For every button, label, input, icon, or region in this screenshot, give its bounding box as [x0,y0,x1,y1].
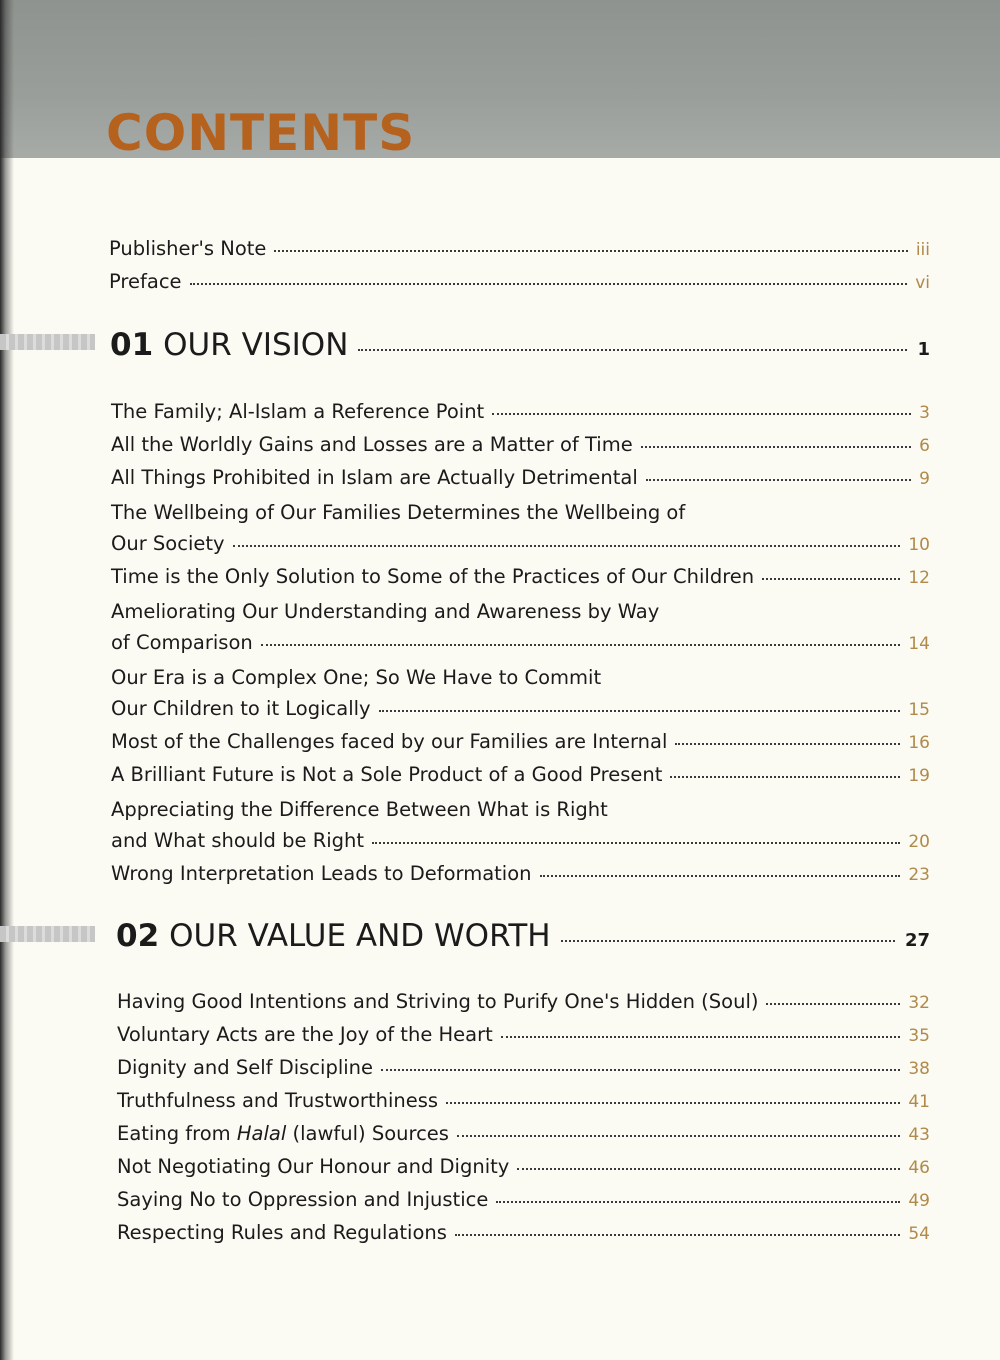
toc-entry-title: and What should be Right [111,829,365,852]
page-number: 14 [908,634,930,654]
toc-entry-title: Most of the Challenges faced by our Families are Internal [111,730,668,753]
dot-leader [561,940,895,942]
section-number: 01 [110,327,154,363]
page-number: 46 [908,1158,930,1178]
dot-leader [372,842,900,844]
page-title: CONTENTS [106,104,416,162]
toc-entry-title-line: Our Era is a Complex One; So We Have to Commit [111,666,602,689]
page-number: 3 [919,403,930,423]
dot-leader [670,776,900,778]
section-marker-bar [0,926,95,942]
page-number: 16 [908,733,930,753]
page-number: 54 [908,1224,930,1244]
toc-entry-title-part: Eating from [117,1122,237,1145]
page-number: 41 [908,1092,930,1112]
toc-entry-title-part: (lawful) Sources [286,1122,449,1145]
page-number: 27 [904,930,930,951]
toc-entry-title: Dignity and Self Discipline [117,1056,374,1079]
dot-leader [274,250,907,252]
page-number: 35 [908,1026,930,1046]
dot-leader [190,283,908,285]
page-number: 15 [908,700,930,720]
dot-leader [501,1036,901,1038]
toc-entry[interactable] [111,831,930,851]
dot-leader [517,1168,900,1170]
toc-entry-title: Publisher's Note [109,237,267,260]
toc-entry[interactable] [117,1025,930,1045]
page-number: 19 [908,766,930,786]
toc-entry[interactable] [111,402,930,422]
dot-leader [379,710,901,712]
toc-entry[interactable] [117,1124,930,1144]
dot-leader [540,875,901,877]
dot-leader [762,578,900,580]
dot-leader [446,1102,900,1104]
toc-entry[interactable] [111,765,930,785]
dot-leader [455,1234,900,1236]
toc-entry[interactable] [111,534,930,554]
toc-entry-title: of Comparison [111,631,253,654]
toc-entry[interactable] [117,992,930,1012]
page-number: 23 [908,865,930,885]
toc-entry-title: Not Negotiating Our Honour and Dignity [117,1155,510,1178]
toc-entry-title: Our Children to it Logically [111,697,371,720]
toc-entry-title: Respecting Rules and Regulations [117,1221,447,1244]
dot-leader [641,446,911,448]
toc-entry[interactable] [117,1157,930,1177]
section-marker-bar [0,334,95,350]
dot-leader [492,413,911,415]
toc-entry-title: Preface [109,270,182,293]
page-number: 10 [908,535,930,555]
dot-leader [261,644,901,646]
section-heading[interactable] [116,918,930,954]
page-number: 12 [908,568,930,588]
dot-leader [646,479,911,481]
toc-entry[interactable] [117,1058,930,1078]
toc-entry[interactable] [117,1091,930,1111]
section-heading[interactable] [110,327,930,363]
toc-entry[interactable] [111,732,930,752]
toc-entry-title: Time is the Only Solution to Some of the Practices of Our Children [111,565,755,588]
toc-entry-title-italic: Halal [236,1122,287,1145]
page-number: 6 [919,436,930,456]
page-number: 20 [908,832,930,852]
page-number: 32 [908,993,930,1013]
section-title: OUR VALUE AND WORTH [169,918,551,954]
toc-entry[interactable] [111,633,930,653]
toc-entry-title: All the Worldly Gains and Losses are a Matter of Time [111,433,633,456]
dot-leader [381,1069,900,1071]
toc-entry-title: All Things Prohibited in Islam are Actually Detrimental [111,466,638,489]
dot-leader [496,1201,900,1203]
toc-entry[interactable] [111,864,930,884]
section-number: 02 [116,918,160,954]
toc-entry[interactable] [111,435,930,455]
toc-entry[interactable] [117,1223,930,1243]
toc-entry-title: Wrong Interpretation Leads to Deformation [111,862,532,885]
toc-entry-title-line: The Wellbeing of Our Families Determines the Wellbeing of [111,501,686,524]
dot-leader [233,545,901,547]
page-number: 49 [908,1191,930,1211]
toc-entry-title: Having Good Intentions and Striving to Purify One's Hidden (Soul) [117,990,759,1013]
toc-entry-title: Saying No to Oppression and Injustice [117,1188,489,1211]
toc-entry-title: Truthfulness and Trustworthiness [117,1089,439,1112]
page-number: 38 [908,1059,930,1079]
toc-entry[interactable] [111,468,930,488]
page-number: 1 [917,339,930,360]
toc-entry-title: A Brilliant Future is Not a Sole Product of a Good Present [111,763,663,786]
page-number: vi [915,273,930,293]
dot-leader [675,743,900,745]
toc-entry-title-line: Appreciating the Difference Between What is Right [111,798,608,821]
toc-entry[interactable] [109,239,930,259]
page-number: iii [915,240,930,260]
toc-entry[interactable] [117,1190,930,1210]
page-number: 9 [919,469,930,489]
toc-entry[interactable] [111,567,930,587]
section-title: OUR VISION [163,327,349,363]
toc-entry-title: The Family; Al-Islam a Reference Point [111,400,485,423]
toc-entry[interactable] [111,699,930,719]
dot-leader [358,349,907,351]
dot-leader [766,1003,900,1005]
toc-entry-title: Voluntary Acts are the Joy of the Heart [117,1023,493,1046]
toc-entry-title [117,1124,449,1144]
toc-entry-title: Our Society [111,532,225,555]
dot-leader [457,1135,900,1137]
toc-entry-title-line: Ameliorating Our Understanding and Awareness by Way [111,600,660,623]
toc-entry[interactable] [109,272,930,292]
page-number: 43 [908,1125,930,1145]
